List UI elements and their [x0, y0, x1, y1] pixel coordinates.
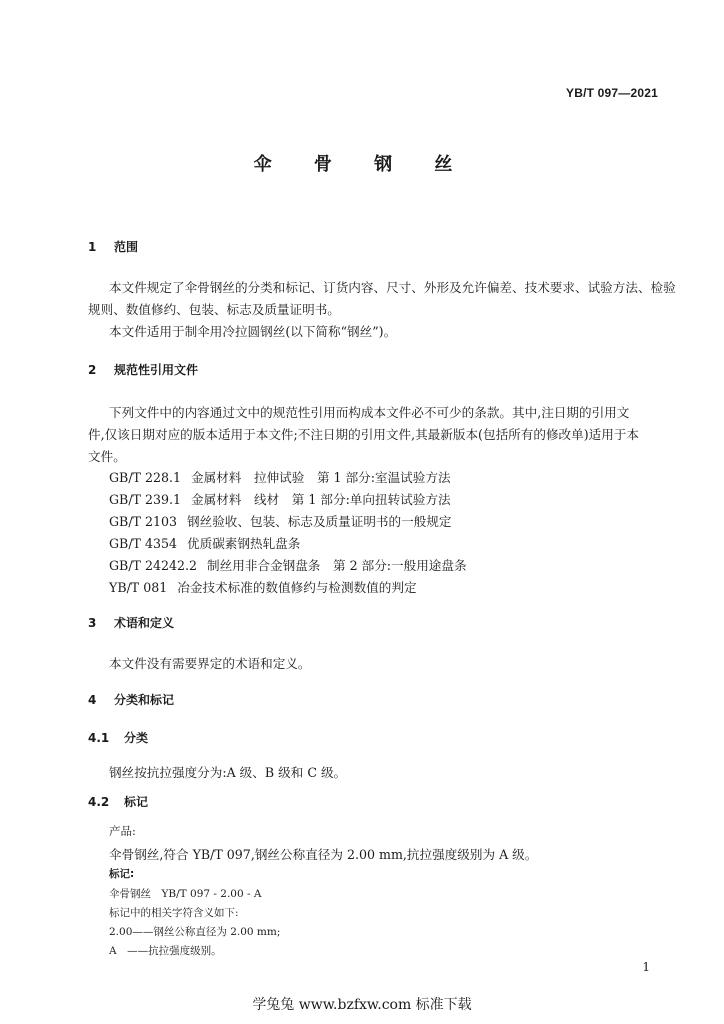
- marking-meaning-grade: A ——抗拉强度级别。: [109, 945, 222, 957]
- reference-item: [109, 533, 300, 552]
- reference-item: [109, 489, 451, 508]
- section-1-para1-line1: 本文件规定了伞骨钢丝的分类和标记、订货内容、尺寸、外形及允许偏差、技术要求、试验方法、检验: [109, 280, 676, 295]
- standard-number: YB/T 097—2021: [566, 86, 658, 100]
- section-1-heading: [88, 238, 138, 255]
- section-number: 1: [88, 240, 97, 254]
- reference-title: 冶金技术标准的数值修约与检测数值的判定: [177, 580, 417, 595]
- marking-meaning-diameter: 2.00——钢丝公称直径为 2.00 mm;: [109, 926, 281, 938]
- section-3-heading: [88, 614, 174, 631]
- marking-label: 标记:: [109, 868, 135, 880]
- reference-title: 钢丝验收、包装、标志及质量证明书的一般规定: [187, 514, 452, 529]
- example-label: 产品:: [109, 824, 136, 838]
- reference-item: [109, 467, 451, 486]
- section-4-1-heading: [88, 729, 148, 746]
- reference-code: GB/T 4354: [109, 536, 178, 551]
- example-text: 伞骨钢丝,符合 YB/T 097,钢丝公称直径为 2.00 mm,抗拉强度级别为 A 级。: [109, 847, 538, 862]
- section-1-para2: 本文件适用于制伞用冷拉圆钢丝(以下简称“钢丝”)。: [109, 324, 397, 339]
- reference-code: YB/T 081: [109, 580, 168, 595]
- reference-title: 金属材料 线材 第 1 部分:单向扭转试验方法: [191, 492, 451, 507]
- reference-title: 优质碳素钢热轧盘条: [187, 536, 301, 551]
- section-3-para: 本文件没有需要界定的术语和定义。: [109, 656, 311, 671]
- section-2-intro-line3: 文件。: [88, 449, 126, 464]
- reference-code: GB/T 24242.2: [109, 558, 198, 573]
- section-title: 术语和定义: [114, 616, 175, 630]
- footer-watermark: 学兔兔 www.bzfxw.com 标准下载: [252, 997, 472, 1013]
- section-4-heading: [88, 691, 174, 708]
- reference-title: 金属材料 拉伸试验 第 1 部分:室温试验方法: [191, 470, 451, 485]
- section-title: 分类: [124, 731, 149, 745]
- section-1-para1-line2: 规则、数值修约、包装、标志及质量证明书。: [88, 302, 340, 317]
- section-title: 分类和标记: [114, 693, 175, 707]
- reference-item: [109, 555, 467, 574]
- section-title: 规范性引用文件: [114, 363, 199, 377]
- reference-item: [109, 577, 417, 596]
- marking-value: 伞骨钢丝 YB/T 097 - 2.00 - A: [109, 888, 262, 900]
- marking-meaning-intro: 标记中的相关字符含义如下:: [109, 907, 239, 919]
- reference-code: GB/T 2103: [109, 514, 178, 529]
- section-4-1-para: 钢丝按抗拉强度分为:A 级、B 级和 C 级。: [109, 765, 347, 780]
- section-2-intro-line2: 件,仅该日期对应的版本适用于本文件;不注日期的引用文件,其最新版本(包括所有的修改单)适用于本: [88, 427, 640, 442]
- document-title: 伞 骨 钢 丝: [253, 154, 471, 175]
- reference-title: 制丝用非合金钢盘条 第 2 部分:一般用途盘条: [207, 558, 467, 573]
- section-number: 4.1: [88, 731, 110, 745]
- section-number: 3: [88, 616, 97, 630]
- section-4-2-heading: [88, 793, 148, 810]
- section-number: 4.2: [88, 795, 110, 809]
- section-title: 标记: [124, 795, 149, 809]
- reference-code: GB/T 228.1: [109, 470, 182, 485]
- reference-item: [109, 511, 451, 530]
- section-title: 范围: [114, 240, 139, 254]
- reference-code: GB/T 239.1: [109, 492, 182, 507]
- section-2-heading: [88, 361, 198, 378]
- page-number: 1: [642, 960, 650, 974]
- section-number: 2: [88, 363, 97, 377]
- section-number: 4: [88, 693, 97, 707]
- section-2-intro-line1: 下列文件中的内容通过文中的规范性引用而构成本文件必不可少的条款。其中,注日期的引用文: [109, 405, 630, 420]
